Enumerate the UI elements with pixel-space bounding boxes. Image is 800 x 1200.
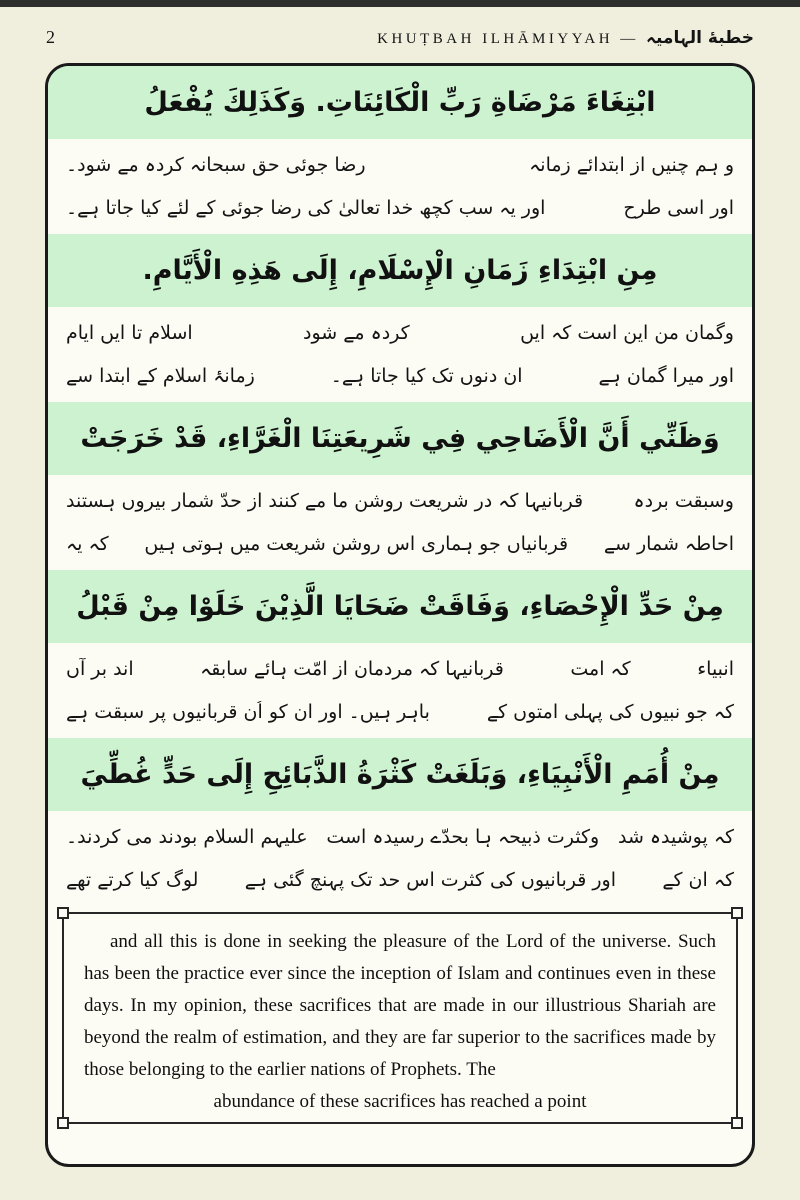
translation-segment: اور یہ سب کچھ خدا تعالیٰ کی رضا جوئی کے لئے کیا جاتا ہے۔	[66, 197, 546, 220]
translation-segment: اند بر آں	[66, 657, 134, 680]
translation-segment: اور قربانیوں کی کثرت اس حد تک پہنچ گئی ہے	[244, 869, 616, 892]
title-separator: —	[620, 31, 639, 47]
translation-line	[66, 322, 734, 344]
scan-top-edge	[0, 0, 800, 7]
translation-segment: کہ ان کے	[662, 869, 734, 892]
translation-segment: انبیاء	[697, 657, 734, 680]
translation-line	[66, 490, 734, 512]
english-paragraph-last-line: abundance of these sacrifices has reached a point	[213, 1091, 587, 1112]
translation-segment: وکثرت ذبیحہ ہا بحدّے رسیدہ است	[326, 825, 600, 848]
translation-segment: قربانیہا کہ در شریعت روشن ما مے کنند از حدّ شمار بیروں ہستند	[66, 489, 584, 512]
page-number: 2	[46, 27, 55, 47]
english-translation-box	[62, 912, 738, 1124]
translation-block	[48, 307, 752, 402]
arabic-verse-line: وَظَنِّي أَنَّ الْأَضَاحِي فِي شَرِيعَتِنَا الْغَرَّاءِ، قَدْ خَرَجَتْ	[48, 402, 752, 475]
translation-segment: رضا جوئی حق سبحانہ کردہ مے شود۔	[66, 153, 366, 176]
arabic-verse-line: مِنْ حَدِّ الْإِحْصَاءِ، وَفَاقَتْ ضَحَايَا الَّذِيْنَ خَلَوْا مِنْ قَبْلُ	[48, 570, 752, 643]
translation-segment: اور اسی طرح	[623, 197, 734, 220]
translation-segment: کہ جو نبیوں کی پہلی امتوں کے	[486, 701, 734, 724]
book-title-arabic: خطبهٔ الہامیہ	[646, 28, 754, 48]
translation-segment: ان دنوں تک کیا جاتا ہے۔	[330, 365, 523, 388]
translation-line	[66, 658, 734, 680]
frame-corner-ornament	[731, 907, 743, 919]
translation-segment: کردہ مے شود	[303, 321, 410, 344]
translation-segment: باہر ہیں۔ اور ان کو اُن قربانیوں پر سبقت ہے	[66, 701, 430, 724]
frame-corner-ornament	[731, 1117, 743, 1129]
translation-segment: اور میرا گمان ہے	[598, 365, 734, 388]
translation-block	[48, 139, 752, 234]
translation-segment: کہ یہ	[66, 533, 109, 556]
translation-line	[66, 826, 734, 848]
translation-segment: علیہم السلام بودند می کردند۔	[66, 825, 308, 848]
translation-line	[66, 154, 734, 176]
translation-line	[66, 365, 734, 387]
translation-block	[48, 643, 752, 738]
book-title	[377, 27, 754, 48]
translation-line	[66, 869, 734, 891]
translation-line	[66, 701, 734, 723]
translation-line	[66, 533, 734, 555]
arabic-verse-line: مِنِ ابْتِدَاءِ زَمَانِ الْإِسْلَامِ، إِلَى هَذِهِ الْأَيَّامِ.	[48, 234, 752, 307]
translation-segment: وگمان من این است کہ ایں	[520, 321, 734, 344]
page-header	[0, 7, 800, 63]
frame-corner-ornament	[57, 1117, 69, 1129]
translation-segment: قربانیہا کہ مردمان از امّت ہائے سابقہ	[200, 657, 504, 680]
translation-segment: قربانیاں جو ہماری اس روشن شریعت میں ہوتی ہیں	[144, 533, 569, 556]
translation-segment: و ہم چنیں از ابتدائے زمانہ	[529, 153, 734, 176]
translation-segment: زمانۂ اسلام کے ابتدا سے	[66, 365, 255, 388]
arabic-verse-line: مِنْ أُمَمِ الْأَنْبِيَاءِ، وَبَلَغَتْ كَثْرَةُ الذَّبَائِحِ إِلَى حَدٍّ غُطِّيَ	[48, 738, 752, 811]
translation-segment: لوگ کیا کرتے تھے	[66, 869, 199, 892]
translation-segment: وسبقت بردہ	[633, 489, 734, 512]
translation-block	[48, 475, 752, 570]
translation-line	[66, 197, 734, 219]
arabic-verse-line: ابْتِغَاءَ مَرْضَاةِ رَبِّ الْكَائِنَاتِ. وَكَذَلِكَ يُفْعَلُ	[48, 66, 752, 139]
translation-segment: کہ امت	[570, 657, 631, 680]
page-frame	[45, 63, 755, 1167]
english-paragraph: and all this is done in seeking the pleasure of the Lord of the universe. Such has been the practice ever since the inception of Islam and continues even in these days. In my opinion, these sacrifices that are made in our illustrious Shariah are beyond the realm of estimation, and they are far superior to the sacrifices made by those belonging to the earlier nations of Prophets. The	[84, 931, 716, 1080]
book-title-latin: KHUṬBAH ILHĀMIYYAH	[377, 31, 614, 47]
translation-segment: اسلام تا ایں ایام	[66, 321, 193, 344]
translation-segment: احاطہ شمار سے	[603, 533, 734, 556]
frame-corner-ornament	[57, 907, 69, 919]
sections	[48, 66, 752, 906]
translation-segment: کہ پوشیدہ شد	[617, 825, 734, 848]
translation-block	[48, 811, 752, 906]
